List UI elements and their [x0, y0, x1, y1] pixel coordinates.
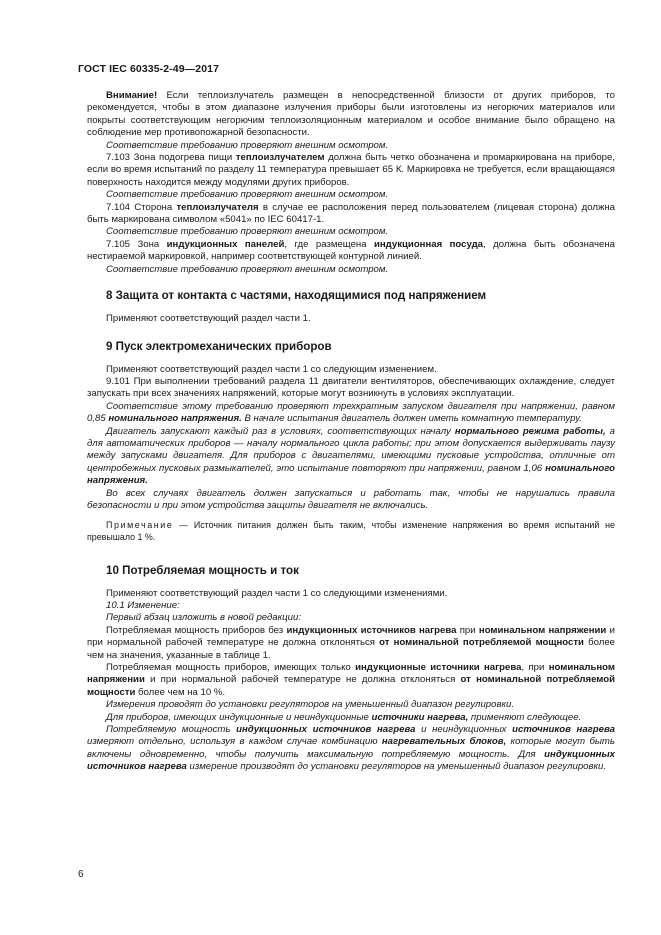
s9-comp-text-c: В начале испытания двигатель должен иметь комнатную температуру. — [241, 413, 583, 425]
note-text: — Источник питания должен быть таким, чтобы изменение напряжения во время испытаний не превышало 1 %. — [87, 520, 615, 542]
s10-p2-d: номинальном напряжении — [87, 662, 616, 686]
compliance-line: Соответствие требованию проверяют внешним осмотром. — [106, 226, 389, 238]
document-body — [87, 90, 615, 774]
section-10-change — [87, 600, 615, 612]
clause-7-104-text-c: в случае ее расположения перед пользователем (лицевая сторона) должна быть маркирована символом «5041» по IEC 60417-1. — [87, 201, 615, 226]
section-10-p4 — [87, 712, 615, 724]
s10-p1-g: более чем на значения, указанные в таблице 1. — [87, 637, 615, 661]
s10-p1-f: от номинальной потребляемой мощности — [379, 637, 584, 649]
warning-label: Внимание! — [106, 90, 158, 101]
clause-7-104-text-a: 7.104 Сторона — [106, 201, 177, 213]
s10-p5-a: Потребляемую мощность — [106, 724, 237, 736]
s10-p2-g: более чем на 10 %. — [135, 686, 226, 698]
clause-9-101: 9.101 При выполнении требований раздела 11 двигатели вентиляторов, обеспечивающих охлаждение, следует запускать при всех значениях напряжений, которые могут возникнуть в условиях эксплуатации. — [87, 375, 615, 400]
section-10-title: 10 Потребляемая мощность и ток — [106, 563, 299, 577]
page-number: 6 — [78, 869, 84, 880]
section-10-p5 — [87, 724, 615, 774]
section-10-p2 — [87, 662, 615, 699]
section-8-title: 8 Защита от контакта с частями, находящимися под напряжением — [106, 289, 487, 303]
clause-7-103-text-c: должна быть четко обозначена и промаркирована на приборе, если во время испытаний по разделу 11 температура превышает 65 К. Маркировка не требуется, если вращающаяся поверхность находится между модулями других приборов. — [87, 152, 615, 188]
s10-p2-a: Потребляемая мощность приборов, имеющих только — [106, 662, 356, 673]
section-9-compliance — [87, 401, 615, 426]
s10-p5-i: измерение производят до установки регуляторов на уменьшенный диапазон регулировки. — [186, 761, 607, 773]
section-8-text: Применяют соответствующий раздел части 1. — [106, 313, 311, 325]
clause-7-105-term-1: индукционных панелей — [166, 238, 285, 250]
clause-7-105 — [87, 239, 615, 264]
section-9-note — [87, 520, 615, 543]
s10-p2-b: индукционные источники нагрева — [355, 662, 522, 673]
clause-7-103 — [87, 152, 615, 189]
s9-start-term-1: нормального режима работы, — [454, 425, 606, 437]
s10-p5-c: и неиндукционных — [415, 724, 513, 736]
section-10-p3: Измерения проводят до установки регуляторов на уменьшенный диапазон регулировки. — [106, 699, 515, 711]
clause-7-103-term: теплоизлучателем — [235, 152, 325, 164]
s9-comp-text-a: Соответствие этому требованию проверяют трехкратным запуском двигателя при напряжении, равном 0,85 — [87, 400, 615, 425]
note-label: Примечание — [106, 520, 174, 531]
s10-p1-e: и при нормальной рабочей температуре не должна отклоняться — [87, 624, 615, 649]
compliance-line: Соответствие требованию проверяют внешним осмотром. — [106, 263, 389, 275]
s10-p5-f: нагревательных блоков, — [381, 736, 507, 748]
s10-p5-e: измеряют отдельно, используя в каждом случае комбинацию — [87, 736, 382, 748]
compliance-line: Соответствие требованию проверяют внешним осмотром. — [106, 139, 389, 151]
section-10-first-paragraph: Первый абзац изложить в новой редакции: — [106, 612, 301, 624]
s10-p4-b: источники нагрева, — [371, 711, 469, 723]
s10-p2-f: от номинальной потребляемой мощности — [87, 674, 616, 698]
s10-p5-g: которые могут быть включены одновременно, чтобы получить максимальную потребляемую мощность. Для — [87, 736, 615, 760]
section-9-all-cases: Во всех случаях двигатель должен запускаться и работать так, чтобы не нарушались правила безопасности и при этом устройства защиты двигателя не включались. — [87, 487, 615, 511]
clause-7-104-term: теплоизлучателя — [176, 201, 259, 213]
s10-p5-h: индукционных источников нагрева — [87, 748, 615, 773]
clause-7-105-text-e: , должна быть обозначена нестираемой маркировкой, например соответствующей контурной линией. — [87, 238, 616, 263]
s10-p1-a: Потребляемая мощность приборов без — [106, 624, 287, 636]
s10-p5-b: индукционных источников нагрева — [236, 724, 416, 736]
document-header: ГОСТ IEC 60335-2-49—2017 — [78, 63, 220, 75]
s10-p1-d: номинальном напряжении — [478, 624, 607, 636]
change-label: 10.1 Изменение: — [106, 599, 180, 611]
warning-paragraph — [87, 90, 615, 140]
section-10-p1 — [87, 625, 615, 662]
clause-7-104 — [87, 202, 615, 227]
s10-p4-c: применяют следующее. — [468, 711, 582, 723]
clause-7-105-term-2: индукционная посуда — [373, 238, 484, 250]
section-9-intro: Применяют соответствующий раздел части 1 со следующим изменением. — [106, 363, 437, 375]
warning-text: Если теплоизлучатель размещен в непосредственной близости от других приборов, то рекомендуется, чтобы в этом диапазоне излучения приборы были изготовлены из негорючих материалов или покрыты соответствующим негорючим теплоизоляционным материалом и особое внимание было обращено на соблюдение мер противопожарной безопасности. — [87, 90, 615, 139]
s9-comp-term: номинального напряжения. — [108, 413, 242, 425]
s9-start-term-2: номинального напряжения. — [87, 462, 615, 487]
clause-7-105-text-a: 7.105 Зона — [106, 238, 167, 250]
section-9-start-conditions — [87, 426, 615, 488]
compliance-line: Соответствие требованию проверяют внешним осмотром. — [106, 189, 389, 201]
s9-start-text-a: Двигатель запускают каждый раз в условиях, соответствующих началу — [106, 425, 455, 437]
section-10-intro: Применяют соответствующий раздел части 1 со следующими изменениями. — [106, 587, 448, 599]
clause-7-103-text-a: 7.103 Зона подогрева пищи — [106, 152, 236, 164]
s10-p2-c: , при — [521, 662, 549, 673]
s10-p2-e: и при нормальной рабочей температуре не должна отклоняться — [144, 674, 461, 686]
clause-7-105-text-c: , где размещена — [284, 238, 374, 250]
s10-p1-c: при — [456, 624, 479, 636]
s10-p5-d: источников нагрева — [512, 724, 615, 736]
s9-start-text-c: а для автоматических приборов — началу нормального цикла работы; при этом допускается выдерживать паузу между запусками двигателя. Для приборов с двигателями, имеющими пусковые устройства, отличные от центробежных пусковых размыкателей, это испытание повторяют при напряжении, равном 1,06 — [87, 425, 615, 474]
s10-p1-b: индукционных источников нагрева — [286, 624, 457, 636]
section-9-title: 9 Пуск электромеханических приборов — [106, 339, 332, 353]
s10-p4-a: Для приборов, имеющих индукционные и неиндукционные — [106, 711, 372, 723]
